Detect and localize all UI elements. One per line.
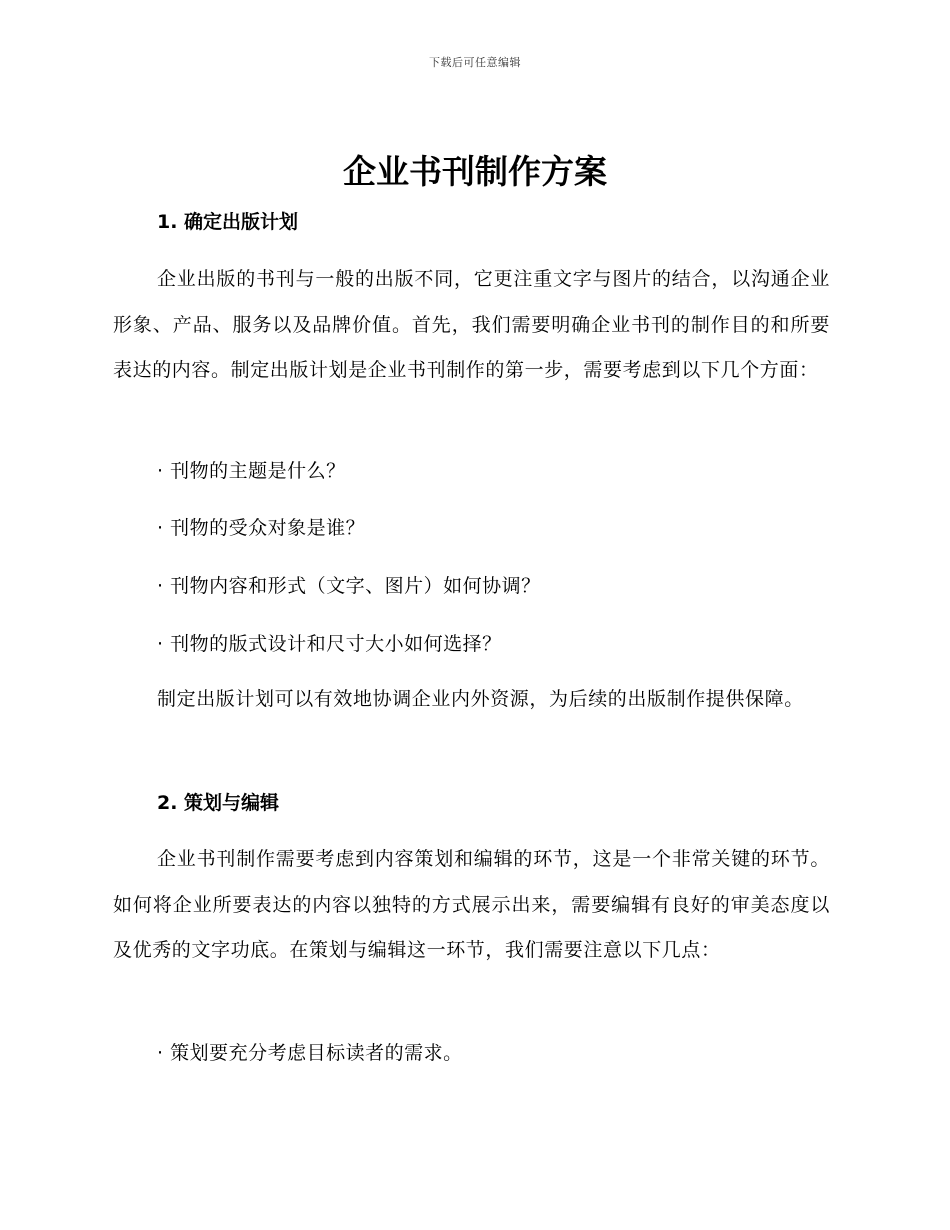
section-heading-1: 1. 确定出版计划 xyxy=(157,211,299,233)
running-header: 下载后可任意编辑 xyxy=(429,56,521,69)
section-2-intro-paragraph: 企业书刊制作需要考虑到内容策划和编辑的环节，这是一个非常关键的环节。如何将企业所要表达的内容以独特的方式展示出来，需要编辑有良好的审美态度以及优秀的文字功底。在策划与编辑这一环节，我们需要注意以下几点： xyxy=(113,848,830,961)
document-title: 企业书刊制作方案 xyxy=(343,152,607,191)
section-1-closing-paragraph: 制定出版计划可以有效地协调企业内外资源，为后续的出版制作提供保障。 xyxy=(157,688,804,710)
section-heading-2: 2. 策划与编辑 xyxy=(157,792,280,814)
section-1-bullet-2: · 刊物的受众对象是谁？ xyxy=(157,517,366,539)
section-1-bullet-3: · 刊物内容和形式（文字、图片）如何协调？ xyxy=(157,575,541,597)
section-1-intro-paragraph: 企业出版的书刊与一般的出版不同，它更注重文字与图片的结合，以沟通企业形象、产品、服务以及品牌价值。首先，我们需要明确企业书刊的制作目的和所要表达的内容。制定出版计划是企业书刊制作的第一步，需要考虑到以下几个方面： xyxy=(113,268,830,381)
section-2-bullet-1: · 策划要充分考虑目标读者的需求。 xyxy=(157,1042,463,1064)
section-1-bullet-4: · 刊物的版式设计和尺寸大小如何选择？ xyxy=(157,633,502,655)
section-1-bullet-1: · 刊物的主题是什么？ xyxy=(157,460,346,482)
